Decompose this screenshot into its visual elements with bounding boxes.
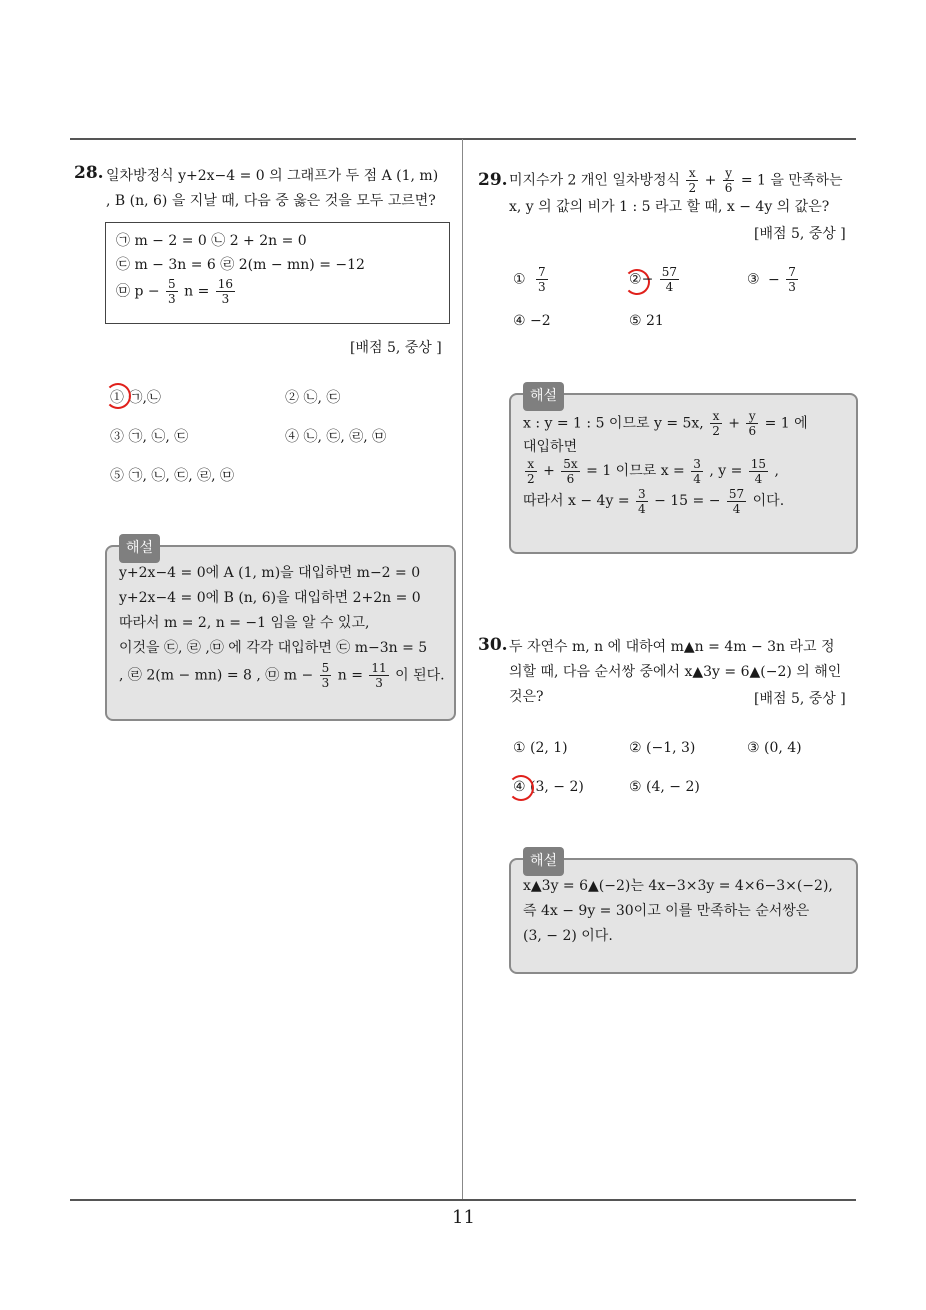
option-4[interactable]: ④ (3, − 2) [513,779,584,795]
option-4[interactable]: ④ ㉡, ㉢, ㉣, ㉤ [285,429,387,445]
solution-box: 해설 y+2x−4 = 0에 A (1, m)을 대입하면 m−2 = 0 y+2x−4 = 0에 B (n, 6)을 대입하면 2+2n = 0 따라서 m = 2, n = −1 임을 알 수 있고, 이것을 ㉢, ㉣ ,㉤ 에 각각 대입하면 ㉢ m−3n = 5 , ㉣ 2(m − mn) = 8 , ㉤ m − $\frac{5}{3}$ n = $\frac{11}{3}$ 이 된다. [105,545,456,721]
question-text: 일차방정식 y+2x−4 = 0 의 그래프가 두 점 A (1, m) , B (n, 6) 을 지날 때, 다음 중 옳은 것을 모두 고르면? [106,168,439,209]
option-3[interactable]: ③ (0, 4) [747,740,802,756]
solution-box: 해설 x▲3y = 6▲(−2)는 4x−3×3y = 4×6−3×(−2), 즉 4x − 9y = 30이고 이를 만족하는 순서쌍은 (3, − 2) 이다. [509,858,858,974]
score-label: [배점 5, 중상 ] [754,691,846,707]
question-number: 28. [74,163,104,183]
question-text: 두 자연수 m, n 에 대하여 m▲n = 4m − 3n 라고 정 의할 때, 다음 순서쌍 중에서 x▲3y = 6▲(−2) 의 해인 것은? [509,639,842,705]
solution-tag: 해설 [119,534,160,563]
option-5[interactable]: ⑤ 21 [629,313,664,329]
option-1[interactable]: ① (2, 1) [513,740,568,756]
score-label: [배점 5, 중상 ] [754,226,846,242]
page-number: 11 [452,1207,475,1228]
solution-tag: 해설 [523,847,564,876]
conditions-box [105,222,450,324]
option-5[interactable]: ⑤ (4, − 2) [629,779,700,795]
condition-3: ㉤ p − $\frac{5}{3}$ n = $\frac{16}{3}$ [116,277,234,306]
option-5[interactable]: ⑤ ㉠, ㉡, ㉢, ㉣, ㉤ [110,468,235,484]
question-text: 미지수가 2 개인 일차방정식 $\frac{x}{2}$ + $\frac{y}{6}$ = 1 을 만족하는 x, y 의 값의 비가 1 : 5 라고 할 때, x − 4y 의 값은? [509,166,843,215]
option-2[interactable]: ② ㉡, ㉢ [285,390,341,406]
solution-box: 해설 x : y = 1 : 5 이므로 y = 5x, $\frac{x}{2}$ + $\frac{y}{6}$ = 1 에 대입하면 $\frac{x}{2}$ + $\frac{5x}{6}$ = 1 이므로 x = $\frac{3}{4}$ , y = $\frac{15}{4}$ , 따라서 x − 4y = $\frac{3}{4}$ − 15 = − $\frac{57}{4}$ 이다. [509,393,858,554]
answer-mark [508,775,534,801]
condition-2: ㉢ m − 3n = 6 ㉣ 2(m − mn) = −12 [116,257,365,273]
option-2[interactable]: ②− $\frac{57}{4}$ [629,265,678,294]
question-number: 30. [478,635,508,655]
bottom-rule [70,1199,856,1201]
top-rule [70,138,856,140]
condition-1: ㉠ m − 2 = 0 ㉡ 2 + 2n = 0 [116,233,307,249]
question-number: 29. [478,170,508,190]
score-label: [배점 5, 중상 ] [350,340,442,356]
option-1[interactable]: ① $\frac{7}{3}$ [513,265,546,294]
option-3[interactable]: ③ − $\frac{7}{3}$ [747,265,796,294]
option-1[interactable]: ① ㉠,㉡ [110,390,161,406]
column-divider [462,139,463,1200]
solution-tag: 해설 [523,382,564,411]
option-4[interactable]: ④ −2 [513,313,551,329]
option-3[interactable]: ③ ㉠, ㉡, ㉢ [110,429,189,445]
option-2[interactable]: ② (−1, 3) [629,740,696,756]
answer-mark [105,383,131,409]
